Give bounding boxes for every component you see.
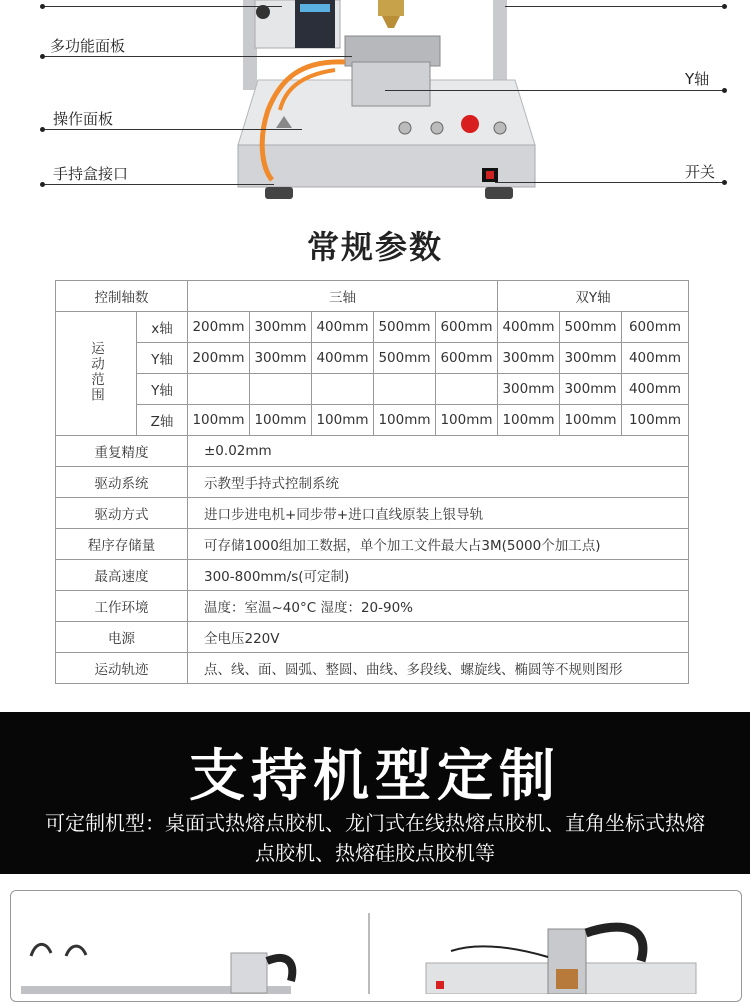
callout-handheld-port: 手持盒接口 [53, 165, 129, 183]
callout-line [42, 184, 274, 185]
row-label: 运动轨迹 [56, 653, 188, 684]
callout-line [385, 90, 725, 91]
row-value: 进口步进电机+同步带+进口直线原装上银导轨 [188, 498, 689, 529]
callout-line [42, 129, 302, 130]
row-label: 最高速度 [56, 560, 188, 591]
row-value: 点、线、面、圆弧、整圆、曲线、多段线、螺旋线、椭圆等不规则图形 [188, 653, 689, 684]
axis-value: 300mm [498, 343, 560, 374]
axis-value: 100mm [374, 405, 436, 436]
motion-range-label [56, 312, 137, 436]
control-axes-label: 控制轴数 [56, 281, 188, 312]
axis-value: 400mm [622, 374, 689, 405]
banner-description: 可定制机型：桌面式热熔点胶机、龙门式在线热熔点胶机、直角坐标式热熔点胶机、热熔硅胶点胶机等 [45, 811, 705, 865]
machine-photos-illustration [11, 891, 741, 994]
row-value: 可存储1000组加工数据，单个加工文件最大占3M(5000个加工点) [188, 529, 689, 560]
axis-name: Y轴 [137, 343, 188, 374]
axis-value: 500mm [560, 312, 622, 343]
row-value: 全电压220V [188, 622, 689, 653]
axis-value [312, 374, 374, 405]
axis-name: Z轴 [137, 405, 188, 436]
callout-dot [722, 4, 727, 9]
callout-dot [40, 127, 45, 132]
axis-value: 100mm [250, 405, 312, 436]
row-label: 程序存储量 [56, 529, 188, 560]
axis-value: 100mm [436, 405, 498, 436]
axis-value: 300mm [250, 343, 312, 374]
callout-line [42, 56, 352, 57]
machine-photos-panel [10, 890, 742, 1002]
axis-value: 400mm [312, 343, 374, 374]
axis-value: 100mm [498, 405, 560, 436]
axis-value: 200mm [188, 343, 250, 374]
axis-name: x轴 [137, 312, 188, 343]
callout-line [505, 6, 725, 7]
axis-value: 400mm [622, 343, 689, 374]
callout-dot [40, 182, 45, 187]
three-axis-header: 三轴 [188, 281, 498, 312]
banner-title: 支持机型定制 [189, 744, 561, 809]
row-value: 300-800mm/s(可定制) [188, 560, 689, 591]
axis-value: 300mm [560, 343, 622, 374]
axis-value [188, 374, 250, 405]
callout-dot [40, 54, 45, 59]
row-label: 工作环境 [56, 591, 188, 622]
machine-figure [0, 0, 750, 215]
callout-y-axis: Y轴 [685, 70, 710, 88]
axis-value: 500mm [374, 312, 436, 343]
row-label: 驱动方式 [56, 498, 188, 529]
spec-title: 常规参数 [306, 228, 443, 266]
axis-value: 200mm [188, 312, 250, 343]
axis-value: 600mm [622, 312, 689, 343]
row-label: 驱动系统 [56, 467, 188, 498]
axis-value [374, 374, 436, 405]
axis-value: 600mm [436, 312, 498, 343]
table-row [56, 405, 689, 436]
table-row [56, 591, 689, 622]
row-value: ±0.02mm [188, 436, 689, 467]
table-row [56, 529, 689, 560]
axis-value: 100mm [312, 405, 374, 436]
spec-table [55, 280, 689, 684]
callout-dot [40, 4, 45, 9]
table-row [56, 343, 689, 374]
row-label: 重复精度 [56, 436, 188, 467]
table-row [56, 467, 689, 498]
table-header-row [56, 281, 689, 312]
table-row [56, 560, 689, 591]
table-row [56, 374, 689, 405]
axis-value: 100mm [188, 405, 250, 436]
callout-line [495, 182, 725, 183]
callout-dot [722, 180, 727, 185]
axis-value [250, 374, 312, 405]
axis-value: 400mm [498, 312, 560, 343]
table-row [56, 312, 689, 343]
axis-value: 100mm [622, 405, 689, 436]
callout-operation-panel: 操作面板 [53, 110, 114, 128]
table-row [56, 622, 689, 653]
table-row [56, 498, 689, 529]
row-label: 电源 [56, 622, 188, 653]
axis-value: 600mm [436, 343, 498, 374]
axis-value: 300mm [250, 312, 312, 343]
dual-y-axis-header: 双Y轴 [498, 281, 689, 312]
axis-value: 300mm [498, 374, 560, 405]
axis-value: 400mm [312, 312, 374, 343]
table-row [56, 436, 689, 467]
row-value: 温度：室温~40°C 湿度：20-90% [188, 591, 689, 622]
customization-banner [0, 712, 750, 874]
motion-range-text: 运动范围 [88, 340, 104, 403]
row-value: 示教型手持式控制系统 [188, 467, 689, 498]
callout-multi-panel: 多功能面板 [50, 37, 126, 55]
axis-name: Y轴 [137, 374, 188, 405]
callout-line [42, 6, 282, 7]
axis-value: 500mm [374, 343, 436, 374]
callout-dot [722, 88, 727, 93]
axis-value: 300mm [560, 374, 622, 405]
axis-value: 100mm [560, 405, 622, 436]
table-row [56, 653, 689, 684]
callout-switch: 开关 [685, 163, 716, 181]
axis-value [436, 374, 498, 405]
